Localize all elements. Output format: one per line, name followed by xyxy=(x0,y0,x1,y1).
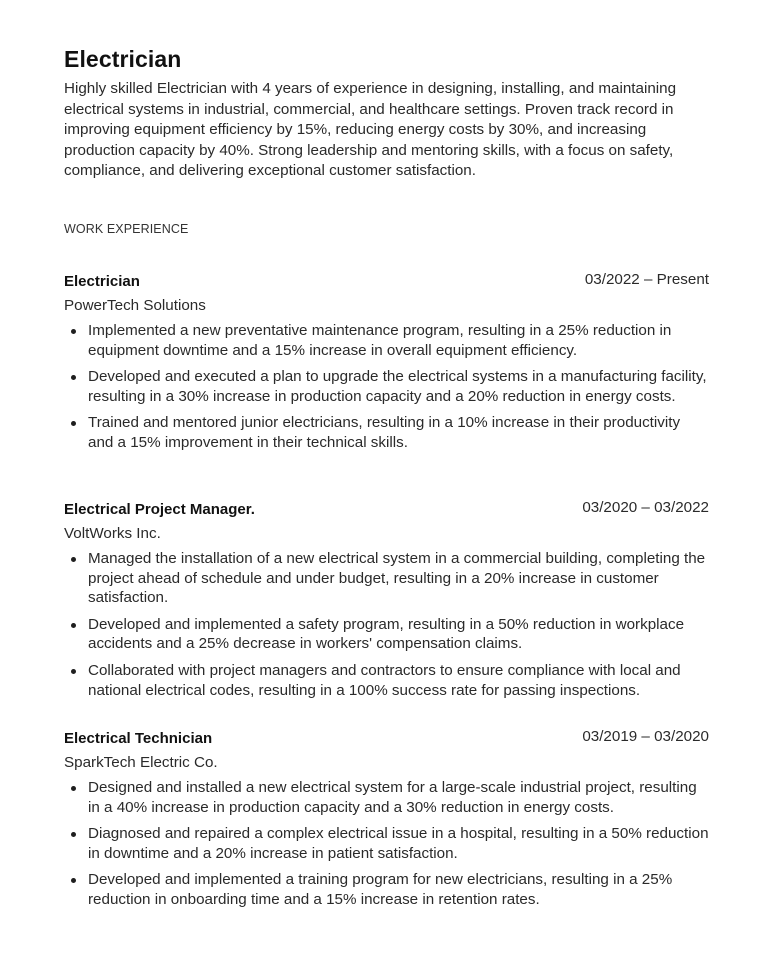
job-company: VoltWorks Inc. xyxy=(64,525,161,542)
job-company: SparkTech Electric Co. xyxy=(64,754,218,771)
bullet-icon xyxy=(71,878,76,883)
job-bullet xyxy=(64,321,709,360)
job-bullet-text: Trained and mentored junior electricians, resulting in a 10% increase in their productivity and a 15% improvement in their technical skills. xyxy=(88,414,681,451)
job-bullet xyxy=(64,870,709,909)
professional-summary: Highly skilled Electrician with 4 years of experience in designing, installing, and maintaining electrical systems in industrial, commercial, and healthcare settings. Proven track record in improving equipment efficiency by 15%, reducing energy costs by 30%, and increasing production capacity by 40%. Strong leadership and mentoring skills, with a focus on safety, compliance, and delivering exceptional customer satisfaction. xyxy=(64,80,677,180)
job-bullet-list xyxy=(64,321,709,453)
job-bullet xyxy=(64,615,709,654)
bullet-icon xyxy=(71,375,76,380)
job-header xyxy=(64,501,709,523)
job-bullet-text: Designed and installed a new electrical system for a large-scale industrial project, resulting in a 40% increase in production capacity and a 30% reduction in energy costs. xyxy=(88,779,697,816)
job-bullet-text: Diagnosed and repaired a complex electrical issue in a hospital, resulting in a 50% reduction in downtime and a 20% increase in patient satisfaction. xyxy=(88,825,709,862)
job-bullet-text: Managed the installation of a new electrical system in a commercial building, completing the project ahead of schedule and under budget, resulting in a 20% increase in customer satisfaction. xyxy=(88,550,706,607)
job-role: Electrician xyxy=(64,273,140,290)
job-bullet xyxy=(64,824,709,863)
job-dates: 03/2020 – 03/2022 xyxy=(582,499,709,516)
job-header xyxy=(64,730,709,752)
bullet-icon xyxy=(71,832,76,837)
bullet-icon xyxy=(71,421,76,426)
job-bullet-list xyxy=(64,778,709,910)
job-bullet xyxy=(64,778,709,817)
job-bullet-text: Developed and implemented a safety program, resulting in a 50% reduction in workplace accidents and a 25% decrease in workers' compensation claims. xyxy=(88,615,685,653)
job-bullet-text: Collaborated with project managers and contractors to ensure compliance with local and national electrical codes, resulting in a 100% success rate for passing inspections. xyxy=(88,661,681,699)
bullet-icon xyxy=(71,329,76,334)
job-bullet xyxy=(64,367,709,406)
job-role: Electrical Technician xyxy=(64,730,213,747)
job-entry xyxy=(64,273,709,460)
job-dates: 03/2022 – Present xyxy=(584,271,709,288)
bullet-icon xyxy=(71,557,76,562)
job-bullet xyxy=(64,413,709,452)
job-bullet-text: Developed and executed a plan to upgrade the electrical systems in a manufacturing facility, resulting in a 30% increase in production capacity and a 20% reduction in energy costs. xyxy=(88,368,707,405)
job-bullet xyxy=(64,549,709,608)
job-bullet-list xyxy=(64,549,709,700)
job-entry xyxy=(64,501,709,707)
bullet-icon xyxy=(71,669,76,674)
job-bullet xyxy=(64,661,709,700)
job-dates: 03/2019 – 03/2020 xyxy=(582,728,709,745)
work-experience-heading: WORK EXPERIENCE xyxy=(64,222,189,236)
job-role: Electrical Project Manager. xyxy=(64,501,255,518)
job-bullet-text: Implemented a new preventative maintenance program, resulting in a 25% reduction in equipment downtime and a 15% increase in overall equipment efficiency. xyxy=(88,322,672,359)
job-header xyxy=(64,273,709,295)
bullet-icon xyxy=(71,786,76,791)
job-company: PowerTech Solutions xyxy=(64,297,206,314)
job-bullet-text: Developed and implemented a training program for new electricians, resulting in a 25% reduction in onboarding time and a 15% increase in retention rates. xyxy=(88,871,673,908)
job-entry xyxy=(64,730,709,917)
bullet-icon xyxy=(71,623,76,628)
resume-title: Electrician xyxy=(64,46,182,72)
